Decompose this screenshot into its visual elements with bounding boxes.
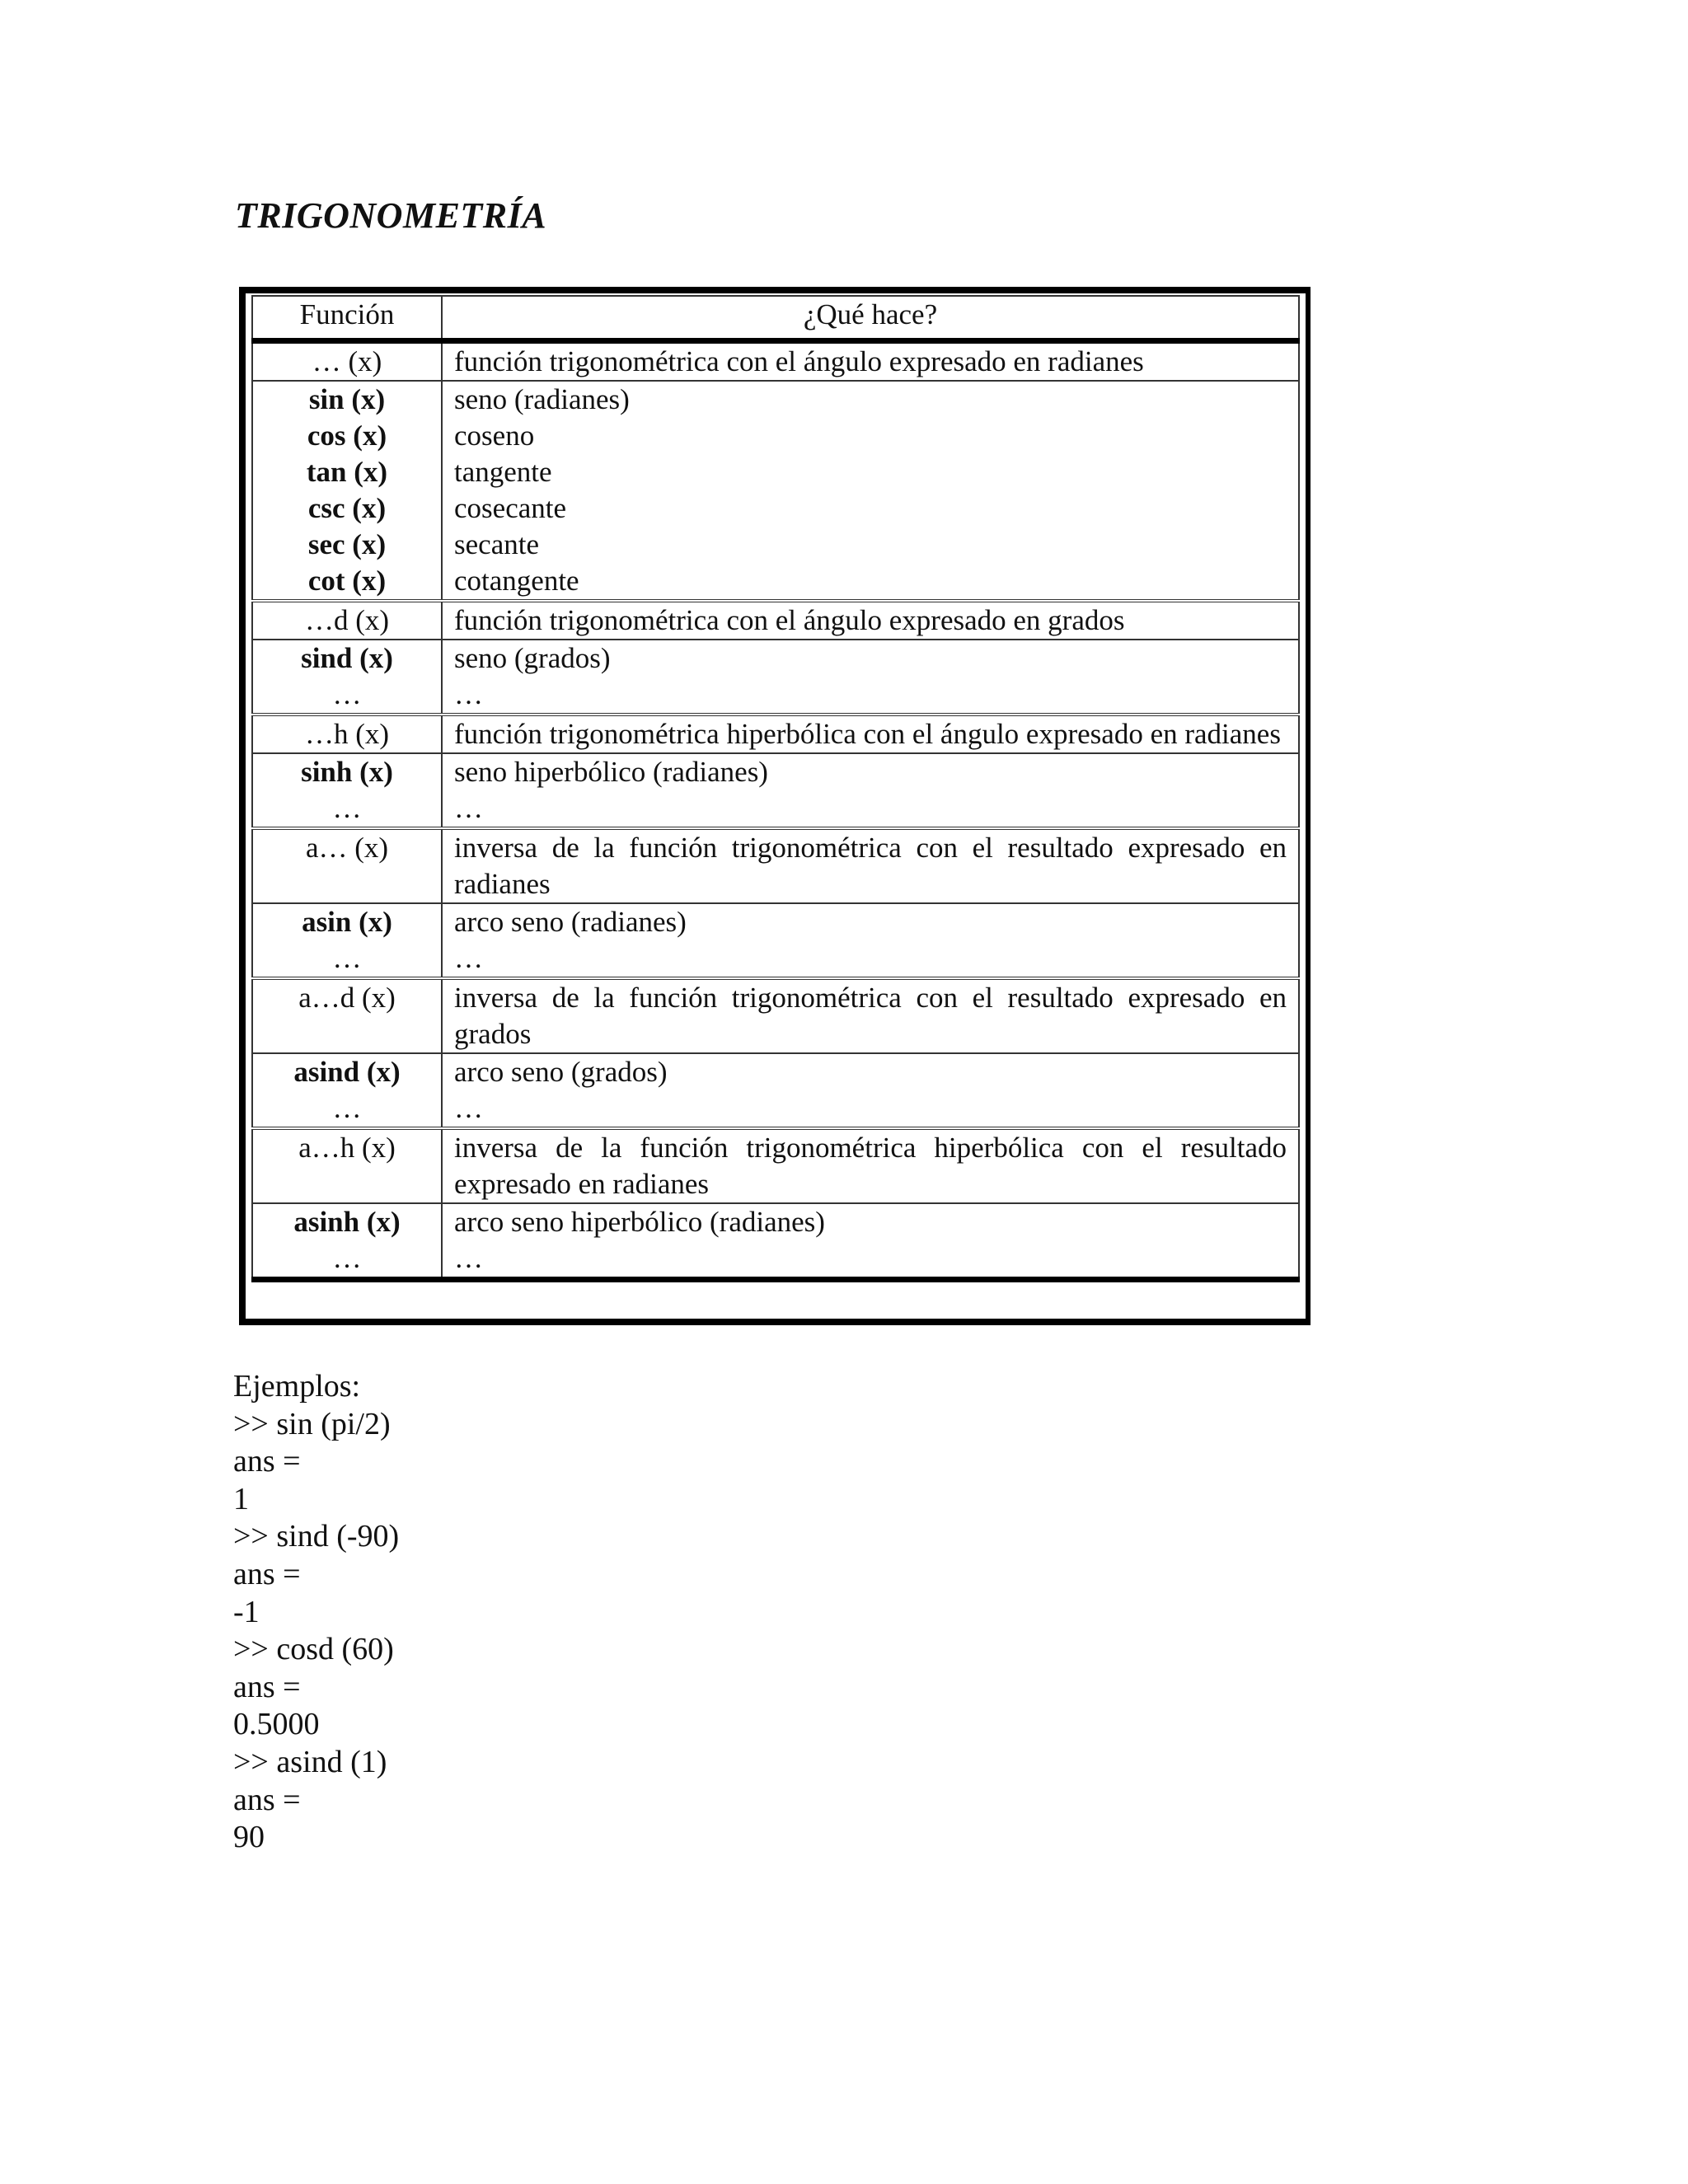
description-cell: seno (grados) (442, 640, 1299, 677)
description-cell: inversa de la función trigonométrica con el resultado expresado en radianes (442, 828, 1299, 903)
function-cell: … (x) (252, 341, 442, 382)
example-command: >> sin (pi/2) (233, 1406, 391, 1441)
table-body (252, 341, 1299, 1280)
functions-table (251, 295, 1300, 1282)
description-cell: … (442, 940, 1299, 978)
function-cell: asin (x) (252, 903, 442, 940)
description-cell: arco seno (grados) (442, 1053, 1299, 1090)
table-row (252, 381, 1299, 418)
header-funcion: Función (252, 296, 442, 341)
description-cell: inversa de la función trigonométrica con el resultado expresado en grados (442, 978, 1299, 1053)
description-cell: arco seno hiperbólico (radianes) (442, 1203, 1299, 1240)
description-cell: cotangente (442, 563, 1299, 601)
page-title: TRIGONOMETRÍA (235, 195, 547, 236)
function-cell: sind (x) (252, 640, 442, 677)
table-row (252, 978, 1299, 1053)
table-row (252, 490, 1299, 527)
description-cell: seno hiperbólico (radianes) (442, 753, 1299, 790)
description-cell: … (442, 677, 1299, 715)
description-cell: arco seno (radianes) (442, 903, 1299, 940)
example-output: 1 (233, 1481, 249, 1516)
table-row (252, 828, 1299, 903)
function-cell: … (252, 1240, 442, 1280)
example-output: -1 (233, 1594, 260, 1629)
function-cell: a…d (x) (252, 978, 442, 1053)
table-row (252, 454, 1299, 490)
table-row (252, 640, 1299, 677)
function-cell: asinh (x) (252, 1203, 442, 1240)
function-cell: … (252, 940, 442, 978)
function-cell: … (252, 1090, 442, 1128)
example-output: ans = (233, 1782, 301, 1817)
example-command: >> cosd (60) (233, 1632, 394, 1667)
function-cell: a…h (x) (252, 1128, 442, 1203)
description-cell: coseno (442, 418, 1299, 454)
table-header-row (252, 296, 1299, 341)
table-row (252, 341, 1299, 382)
table-row (252, 677, 1299, 715)
table-row (252, 715, 1299, 753)
description-cell: … (442, 1240, 1299, 1280)
table-row (252, 1128, 1299, 1203)
table-row (252, 940, 1299, 978)
header-que-hace: ¿Qué hace? (442, 296, 1299, 341)
example-output: ans = (233, 1669, 301, 1704)
function-cell: a… (x) (252, 828, 442, 903)
table-row (252, 1203, 1299, 1240)
table-row (252, 527, 1299, 563)
description-cell: función trigonométrica con el ángulo expresado en grados (442, 601, 1299, 640)
function-cell: …h (x) (252, 715, 442, 753)
description-cell: función trigonométrica hiperbólica con el ángulo expresado en radianes (442, 715, 1299, 753)
function-cell: sinh (x) (252, 753, 442, 790)
description-cell: seno (radianes) (442, 381, 1299, 418)
table-row (252, 418, 1299, 454)
function-cell: tan (x) (252, 454, 442, 490)
description-cell: secante (442, 527, 1299, 563)
function-cell: sec (x) (252, 527, 442, 563)
table-row (252, 790, 1299, 828)
example-command: >> sind (-90) (233, 1519, 400, 1554)
description-cell: inversa de la función trigonométrica hiperbólica con el resultado expresado en radianes (442, 1128, 1299, 1203)
description-cell: función trigonométrica con el ángulo expresado en radianes (442, 341, 1299, 382)
examples-section (233, 1368, 399, 1857)
description-cell: cosecante (442, 490, 1299, 527)
table-row (252, 601, 1299, 640)
function-cell: …d (x) (252, 601, 442, 640)
function-cell: cos (x) (252, 418, 442, 454)
table-row (252, 903, 1299, 940)
example-output: ans = (233, 1444, 301, 1479)
example-command: >> asind (1) (233, 1744, 387, 1779)
description-cell: tangente (442, 454, 1299, 490)
example-output: 90 (233, 1820, 265, 1855)
example-output: ans = (233, 1556, 301, 1591)
examples-heading: Ejemplos: (233, 1369, 361, 1404)
table-row (252, 563, 1299, 601)
function-cell: asind (x) (252, 1053, 442, 1090)
function-cell: … (252, 677, 442, 715)
function-cell: cot (x) (252, 563, 442, 601)
table-row (252, 753, 1299, 790)
table-row (252, 1240, 1299, 1280)
description-cell: … (442, 790, 1299, 828)
function-cell: … (252, 790, 442, 828)
table-row (252, 1090, 1299, 1128)
example-output: 0.5000 (233, 1707, 320, 1742)
description-cell: … (442, 1090, 1299, 1128)
table-row (252, 1053, 1299, 1090)
example-lines (233, 1406, 399, 1857)
function-cell: csc (x) (252, 490, 442, 527)
function-cell: sin (x) (252, 381, 442, 418)
